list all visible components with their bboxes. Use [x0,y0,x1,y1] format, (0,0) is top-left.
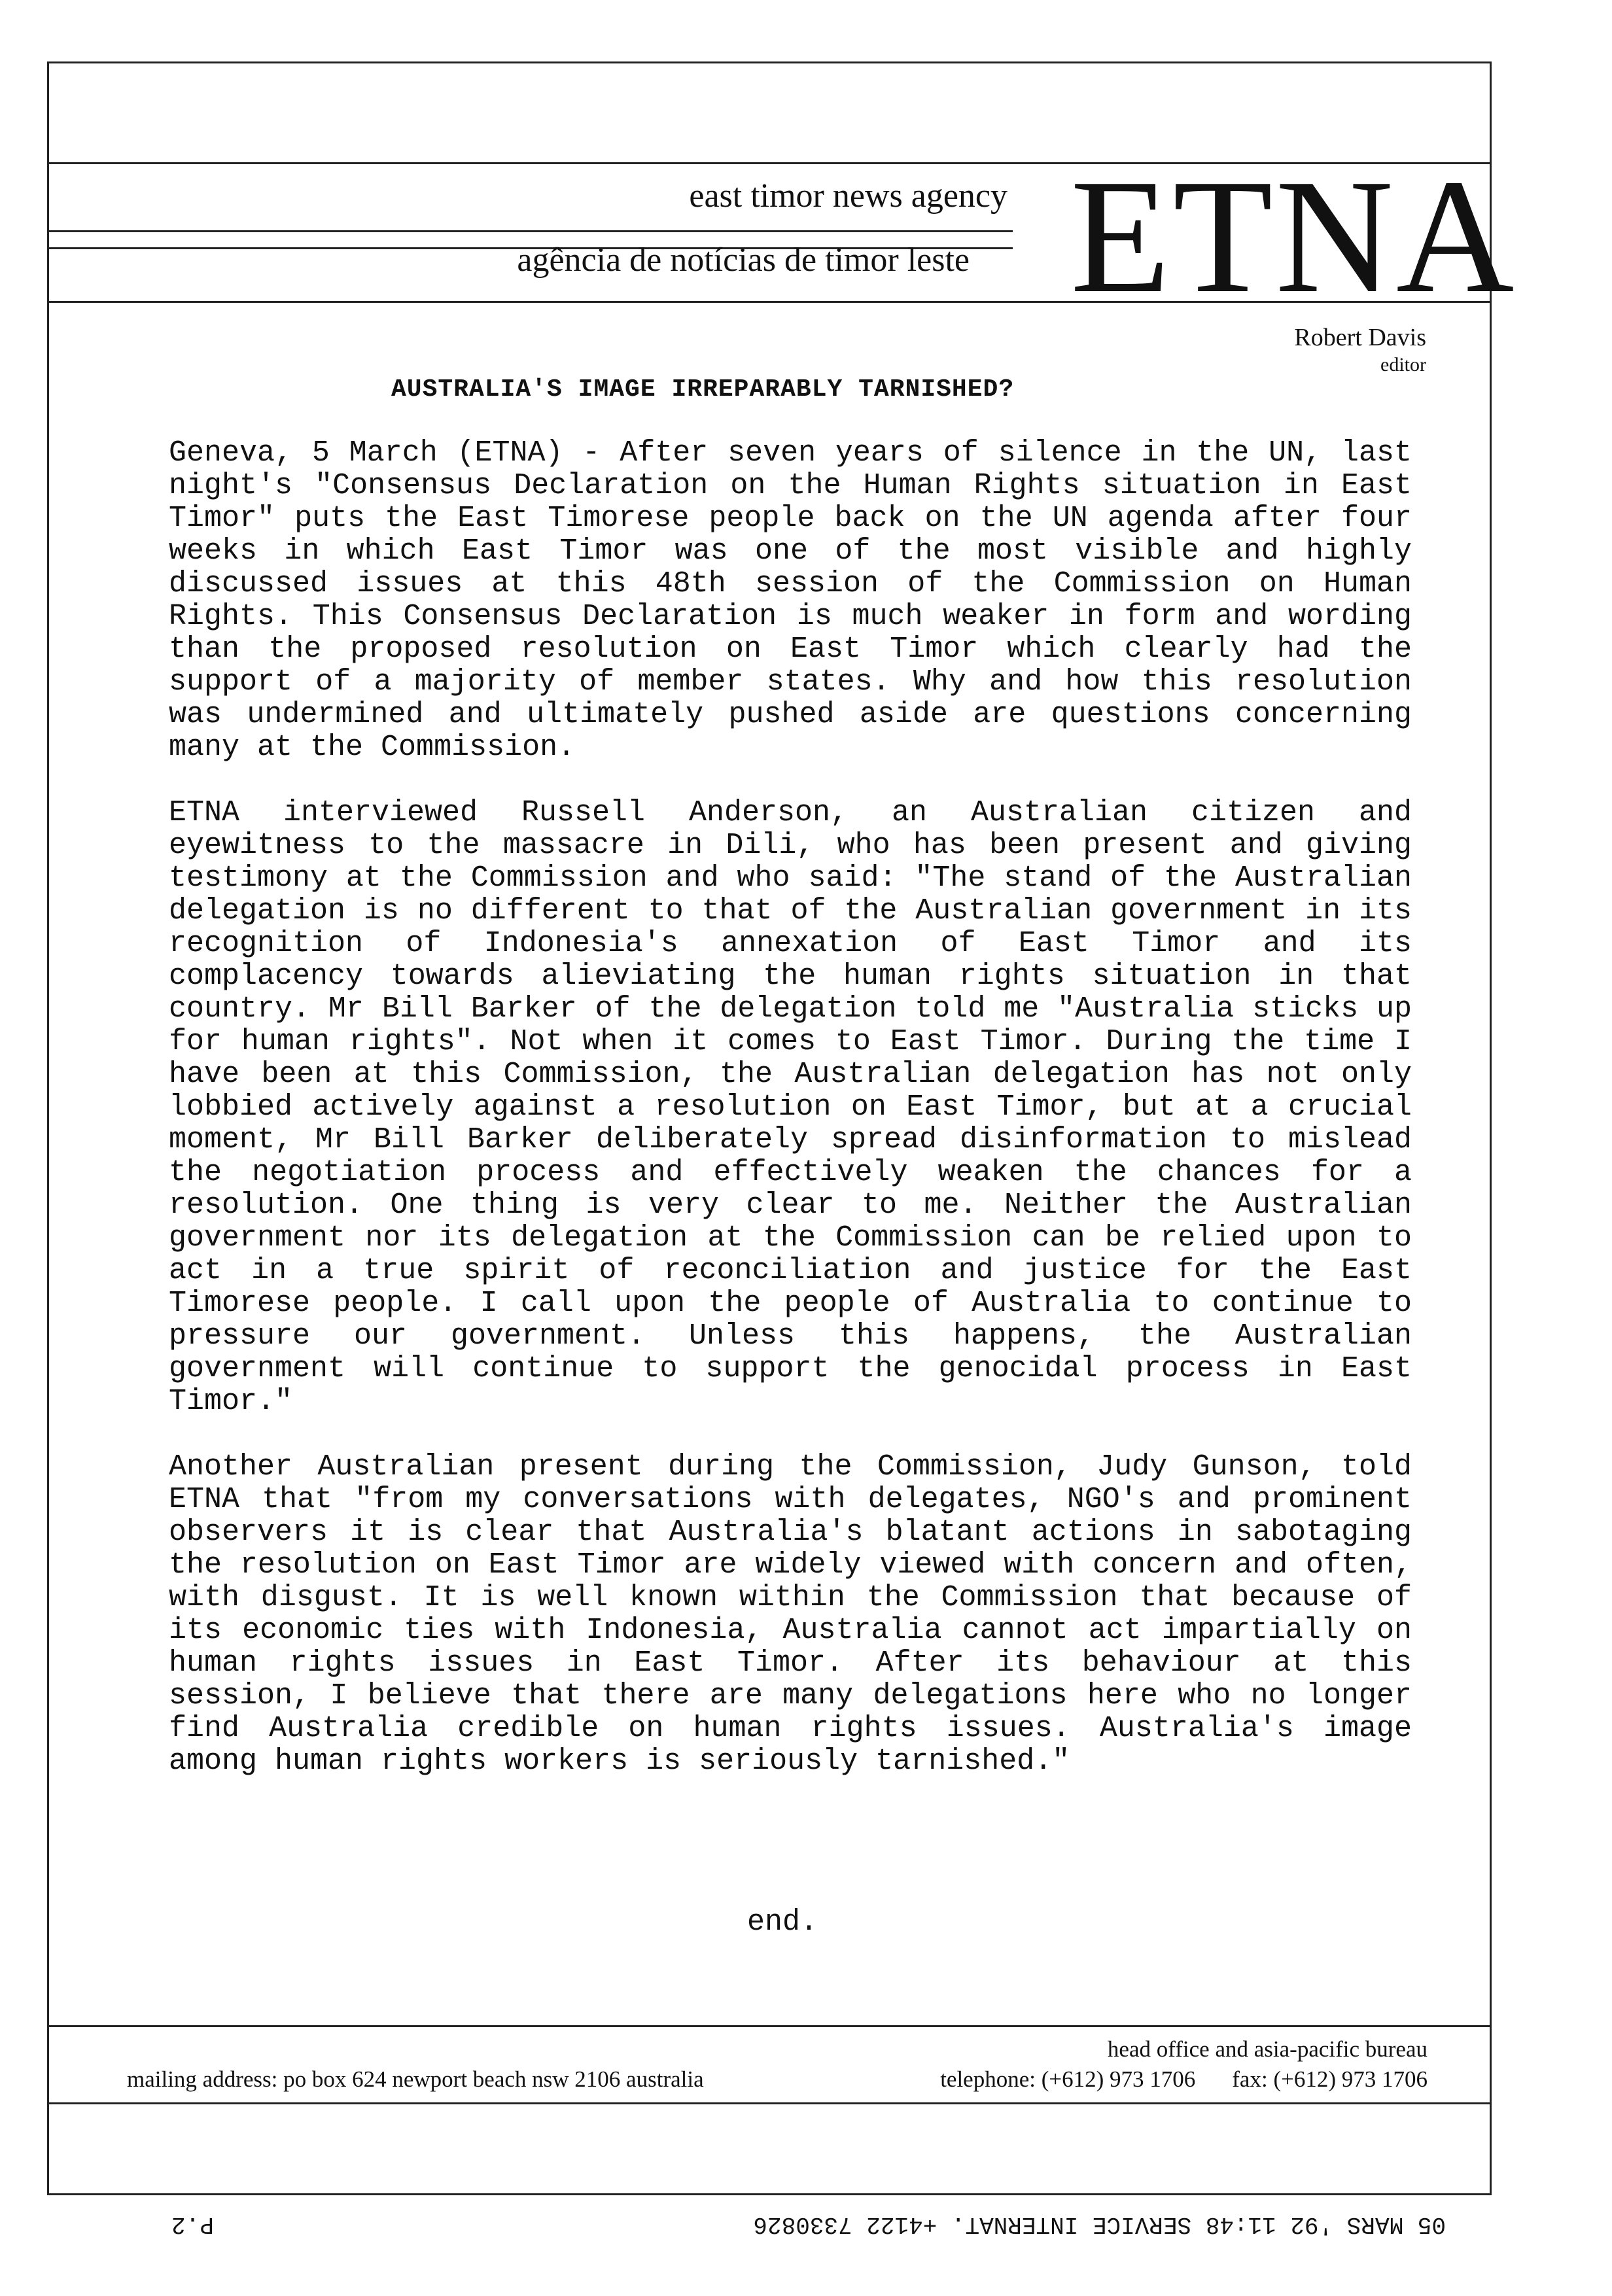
footer-contact [903,2066,1428,2093]
footer-rule-bottom [47,2102,1492,2104]
fax-page-number: P.2 [171,2211,214,2238]
footer-rule-top [47,2025,1492,2027]
article-headline: AUSTRALIA'S IMAGE IRREPARABLY TARNISHED? [391,375,1015,404]
footer-telephone: telephone: (+612) 973 1706 [940,2066,1196,2092]
etna-logo: ETNA [1070,146,1517,327]
article-body [169,437,1412,1811]
agency-name-english: east timor news agency [689,177,1008,215]
footer-mailing-address: mailing address: po box 624 newport beach nsw 2106 australia [127,2066,704,2092]
footer-fax: fax: (+612) 973 1706 [1232,2066,1428,2092]
article-paragraph-3: Another Australian present during the Commission, Judy Gunson, told ETNA that "from my conversations with delegates, NGO's and prominent observers it is clear that Australia's blatant actions in sabotaging the resolution on East Timor are widely viewed with concern and often, with disgust. It is well known within the Commission that because of its economic ties with Indonesia, Australia cannot act impartially on human rights issues in East Timor. After its behaviour at this session, I believe that there are many delegations here who no longer find Australia credible on human rights issues. Australia's image among human rights workers is seriously tarnished." [169,1450,1412,1778]
editor-role: editor [1380,354,1426,375]
editor-name: Robert Davis [1294,324,1426,351]
footer-bureau: head office and asia-pacific bureau [1107,2036,1428,2062]
agency-name-portuguese: agência de notícias de timor leste [517,241,970,279]
header-rule-1 [47,230,1013,232]
fax-transmission-info: 05 MARS '92 11:48 SERVICE INTERNAT. +4122 7330826 [753,2211,1446,2238]
article-paragraph-2: ETNA interviewed Russell Anderson, an Australian citizen and eyewitness to the massacre in Dili, who has been present and giving testimony at the Commission and who said: "The stand of the Australian delegation is no different to that of the Australian government in its recognition of Indonesia's annexation of East Timor and its complacency towards alieviating the human rights situation in that country. Mr Bill Barker of the delegation told me "Australia sticks up for human rights". Not when it comes to East Timor. During the time I have been at this Commission, the Australian delegation has not only lobbied actively against a resolution on East Timor, but at a crucial moment, Mr Bill Barker deliberately spread disinformation to mislead the negotiation process and effectively weaken the chances for a resolution. One thing is very clear to me. Neither the Australian government nor its delegation at the Commission can be relied upon to act in a true spirit of reconciliation and justice for the East Timorese people. I call upon the people of Australia to continue to pressure our government. Unless this happens, the Australian government will continue to support the genocidal process in East Timor." [169,796,1412,1418]
article-paragraph-1: Geneva, 5 March (ETNA) - After seven years of silence in the UN, last night's "Consensus Declaration on the Human Rights situation in East Timor" puts the East Timorese people back on the UN agenda after four weeks in which East Timor was one of the most visible and highly discussed issues at this 48th session of the Commission on Human Rights. This Consensus Declaration is much weaker in form and wording than the proposed resolution on East Timor which clearly had the support of a majority of member states. Why and how this resolution was undermined and ultimately pushed aside are questions concerning many at the Commission. [169,436,1412,764]
article-end-mark: end. [747,1905,818,1939]
